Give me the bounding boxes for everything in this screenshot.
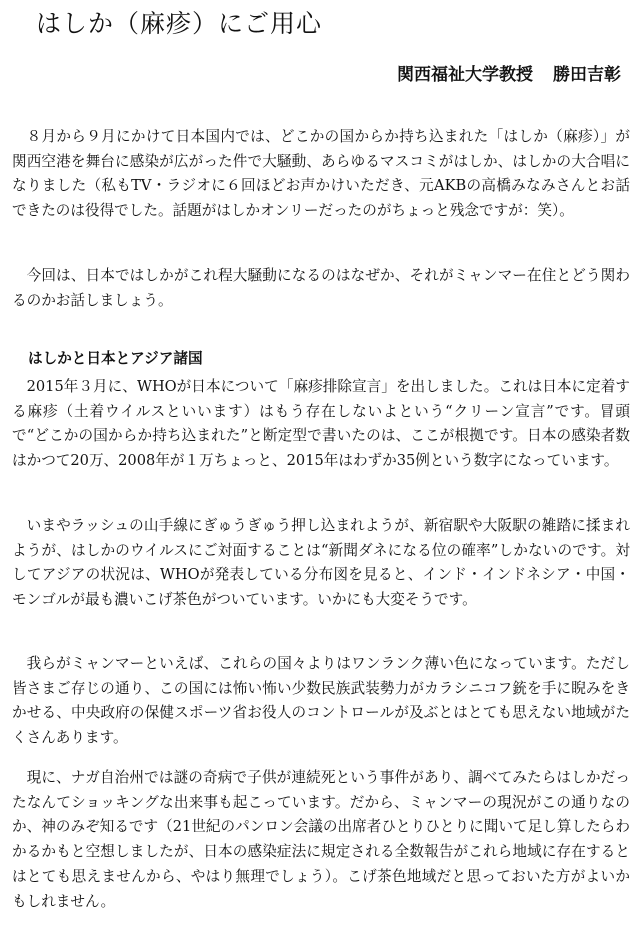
author-name: 勝田吉彰 [553,65,621,85]
section-paragraph-4: 現に、ナガ自治州では謎の奇病で子供が連続死という事件があり、調べてみたらはしかだったなんてショッキングな出来事も起こっています。だから、ミャンマーの現況がこの通りなのか、神のみぞ知るです（21世紀のパンロン会議の出席者ひとりひとりに聞いて足し算したらわかるかもと空想しましたが、日本の感染症法に規定される全数報告がこれら地域に存在するとはとても思えませんから、やはり無理でしょう）。こげ茶色地域だと思っておいた方がよいかもしれません。 [12,769,630,910]
intro-paragraph-1: ８月から９月にかけて日本国内では、どこかの国からか持ち込まれた「はしか（麻疹）」が関西空港を舞台に感染が広がった件で大騒動、あらゆるマスコミがはしか、はしかの大合唱になりました（私もTV・ラジオに６回ほどお声かけいただき、元AKBの高橋みなみさんとお話できたのは役得でした。話題がはしかオンリーだったのがちょっと残念ですが：笑）。 [12,128,630,220]
article-title: はしか（麻疹）にご用心 [36,9,323,38]
intro-paragraph-2: 今回は、日本ではしかがこれ程大騒動になるのはなぜか、それがミャンマー在住とどう関わるのかお話しましょう。 [12,267,630,309]
section-paragraph-2: いまやラッシュの山手線にぎゅうぎゅう押し込まれようが、新宿駅や大阪駅の雑踏に揉まれようが、はしかのウイルスにご対面することは“新聞ダネになる位の確率”しかないのです。対してアジアの状況は、WHOが発表している分布図を見ると、インド・インドネシア・中国・モンゴルが最も濃いこげ茶色がついています。いかにも大変そうです。 [12,517,630,609]
author-byline [397,64,621,86]
section-paragraph-1: 2015年３月に、WHOが日本について「麻疹排除宣言」を出しました。これは日本に定着する麻疹（土着ウイルスといいます）はもう存在しないよという“クリーン宣言”です。冒頭で“どこかの国からか持ち込まれた”と断定型で書いたのは、ここが根拠です。日本の感染者数はかつて20万、2008年が１万ちょっと、2015年はわずか35例という数字になっています。 [12,378,630,470]
section-paragraph-3: 我らがミャンマーといえば、これらの国々よりはワンランク薄い色になっています。ただし皆さまご存じの通り、この国には怖い怖い少数民族武装勢力がカラシニコフ銃を手に睨みをきかせる、中央政府の保健スポーツ省お役人のコントロールが及ぶとはとても思えない地域がたくさんあります。 [12,655,630,747]
author-affiliation: 関西福祉大学教授 [397,65,533,85]
section-heading: はしかと日本とアジア諸国 [28,350,203,367]
